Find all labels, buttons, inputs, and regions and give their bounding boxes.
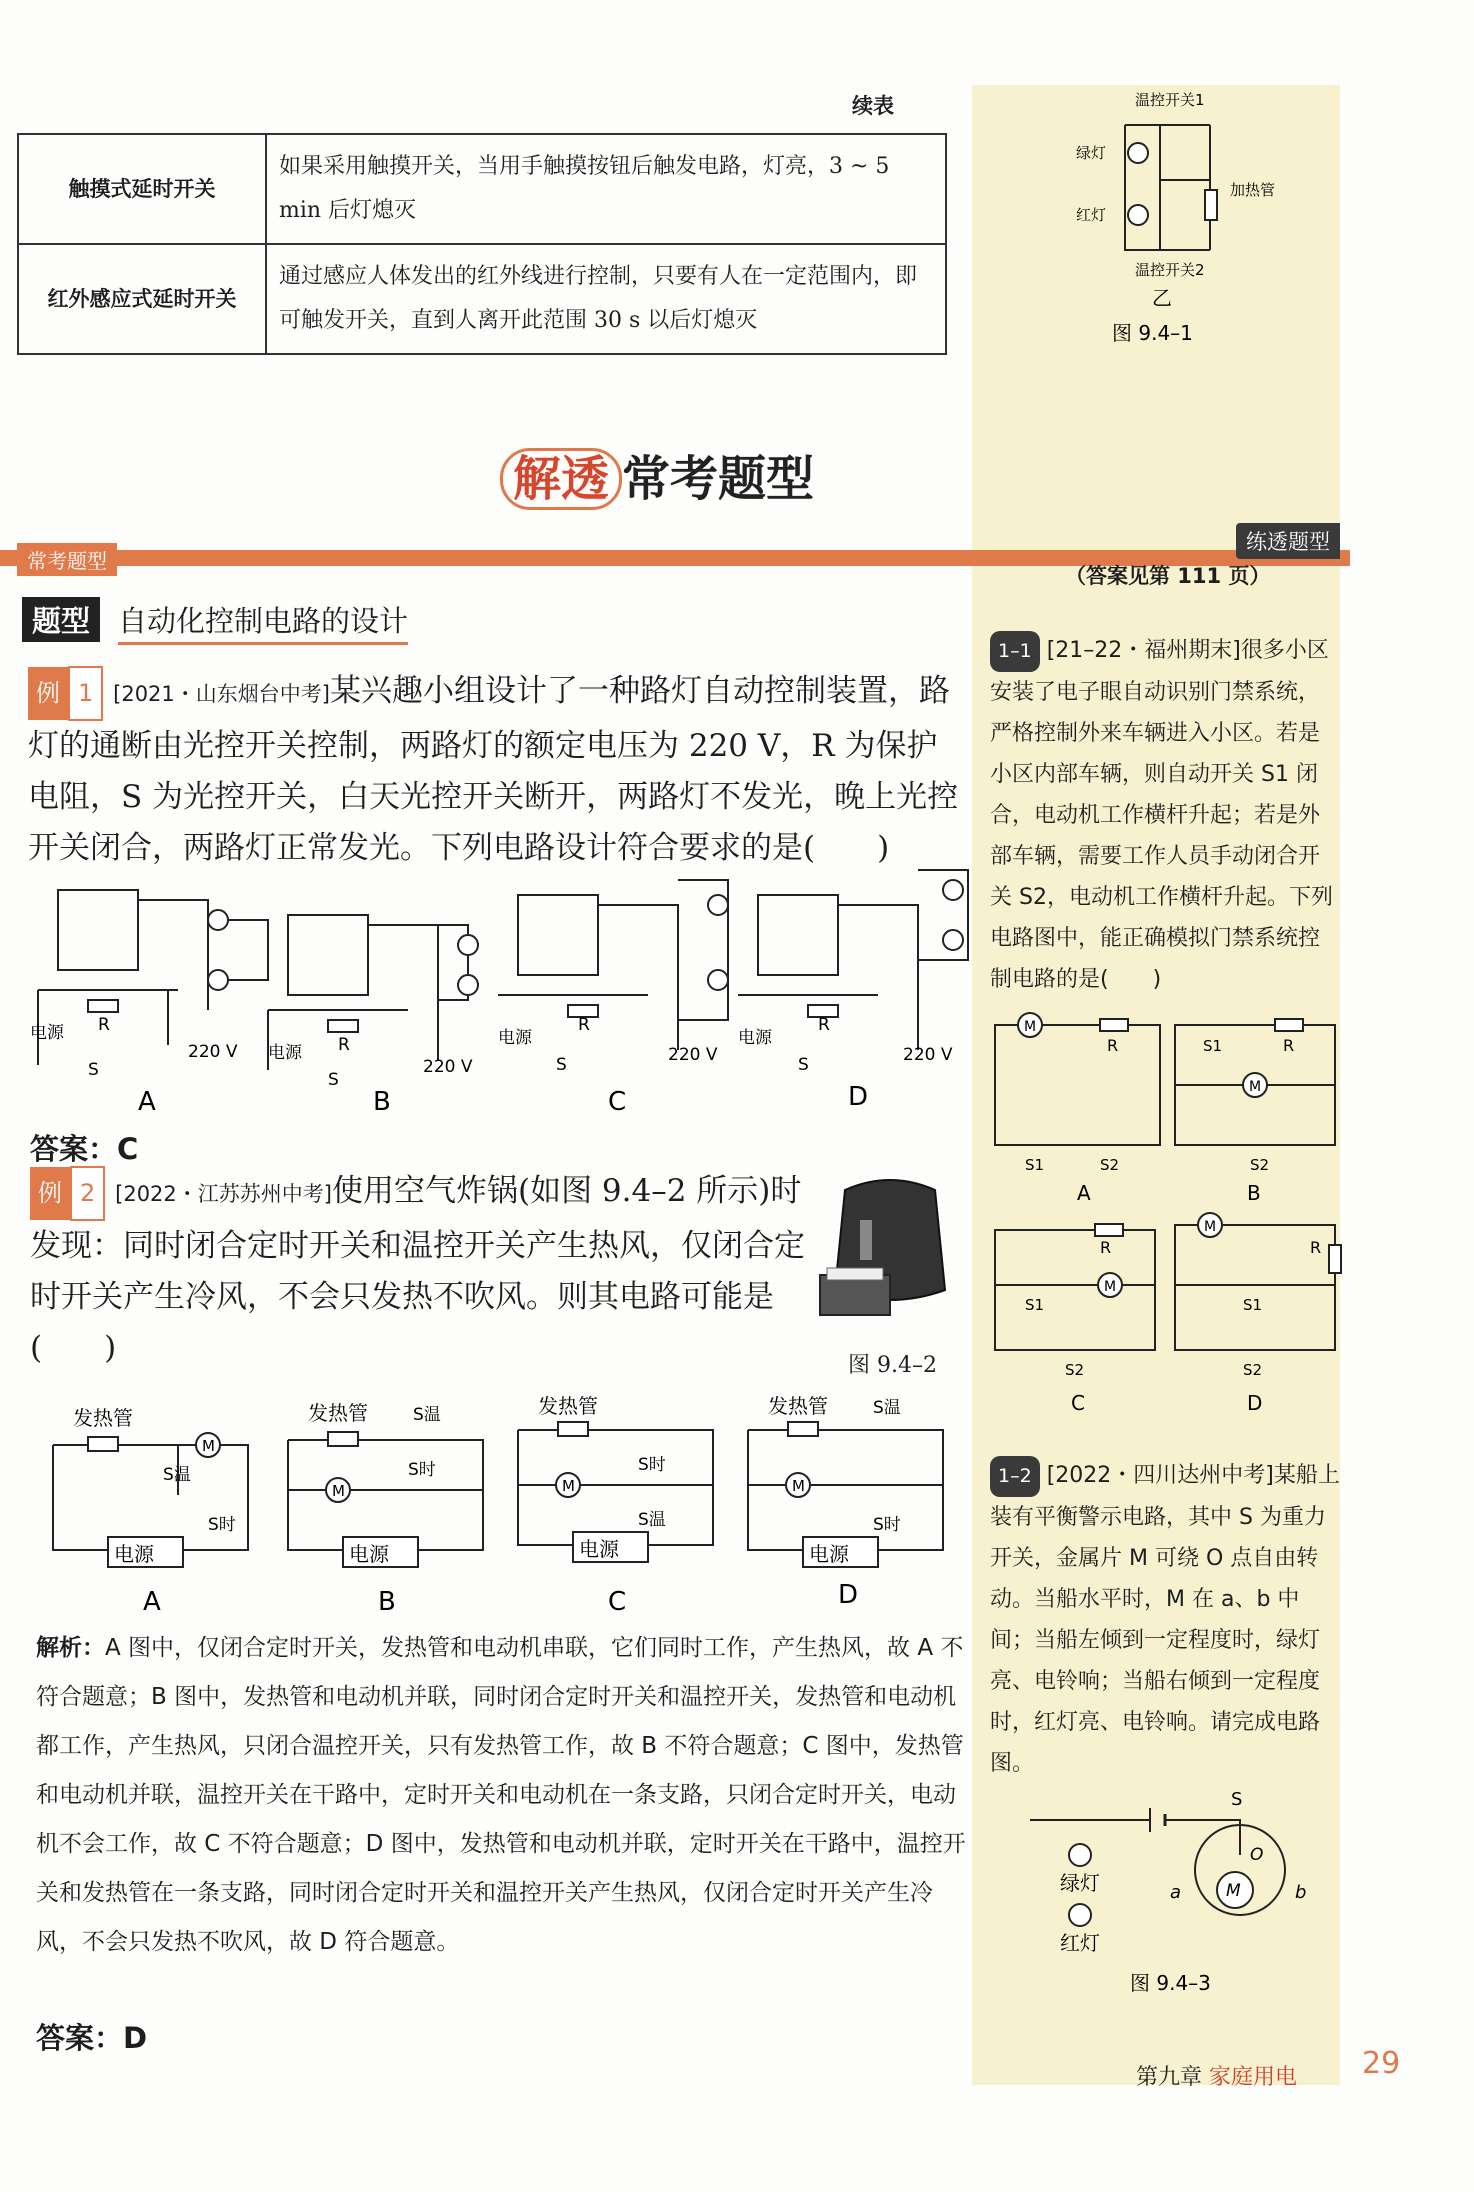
page-footer: [1136, 2060, 1297, 2091]
topic-header: [22, 597, 408, 645]
table-key: 红外感应式延时开关: [18, 244, 266, 354]
example-text: 使用空气炸锅(如图 9.4–2 所示)时发现：同时闭合定时开关和温控开关产生热风，仅闭合定时开关产生冷风，不会只发热不吹风。则其电路可能是( ): [30, 1173, 805, 1366]
fig-sub-label: 乙: [1152, 286, 1172, 310]
figure-9-4-3: [1010, 1790, 1330, 2010]
example-1: [28, 666, 968, 874]
example-2: [30, 1166, 830, 1374]
svg-text:S2: S2: [1065, 1361, 1085, 1379]
tag-common-types: 常考题型: [17, 543, 117, 576]
svg-text:发热管: 发热管: [538, 1394, 598, 1418]
example-2-analysis: [36, 1624, 966, 1967]
svg-text:图 9.4–3: 图 9.4–3: [1130, 1971, 1211, 1995]
svg-text:M: M: [562, 1477, 575, 1495]
svg-text:电源: 电源: [349, 1542, 389, 1566]
svg-text:R: R: [98, 1015, 110, 1035]
svg-text:S2: S2: [1250, 1156, 1270, 1174]
svg-text:电源: 电源: [809, 1542, 849, 1566]
svg-text:S2: S2: [1100, 1156, 1120, 1174]
example-source: [2022・江苏苏州中考]: [115, 1182, 332, 1206]
svg-text:S时: S时: [208, 1515, 236, 1535]
svg-text:S温: S温: [413, 1405, 441, 1425]
svg-text:S温: S温: [638, 1510, 666, 1530]
circuit-option-c: [498, 880, 728, 1117]
svg-text:S1: S1: [1243, 1296, 1263, 1314]
fig-caption: 图 9.4–1: [1112, 321, 1193, 345]
svg-text:D: D: [848, 1082, 869, 1112]
svg-text:发热管: 发热管: [73, 1406, 133, 1430]
circuit-option-b: [1175, 1019, 1335, 1205]
svg-text:发热管: 发热管: [308, 1401, 368, 1425]
svg-text:B: B: [378, 1587, 396, 1615]
banner-highlight: 解透: [500, 448, 622, 510]
question-source: [2022・四川达州中考]: [1046, 1463, 1274, 1488]
svg-text:R: R: [578, 1015, 590, 1035]
example-2-circuits: [28, 1385, 978, 1615]
example-source: [2021・山东烟台中考]: [113, 682, 330, 706]
circuit-option-a: [995, 1013, 1160, 1205]
svg-text:S: S: [1231, 1790, 1243, 1810]
svg-text:电源: 电源: [498, 1028, 532, 1048]
question-source: [21–22・福州期末]: [1046, 638, 1241, 663]
svg-text:220 V: 220 V: [903, 1045, 953, 1065]
svg-text:M: M: [1226, 1881, 1241, 1901]
svg-text:电源: 电源: [579, 1537, 619, 1561]
air-fryer-image: [815, 1170, 965, 1330]
svg-text:S1: S1: [1203, 1037, 1223, 1055]
svg-text:S时: S时: [873, 1515, 901, 1535]
table-row: [18, 134, 946, 244]
svg-text:C: C: [1071, 1391, 1085, 1415]
section-banner: [500, 440, 814, 509]
question-tag: 1–2: [990, 1456, 1040, 1497]
topic-tag: 题型: [22, 597, 100, 642]
svg-text:a: a: [1170, 1882, 1182, 1903]
question-1-1-circuits: [985, 1005, 1345, 1425]
question-1-1: [990, 630, 1340, 1000]
svg-text:A: A: [1077, 1181, 1091, 1205]
svg-text:R: R: [818, 1015, 830, 1035]
svg-text:S: S: [328, 1070, 339, 1090]
footer-chapter: 第九章: [1136, 2065, 1203, 2090]
circuit-option-b: [268, 915, 478, 1117]
example-number: 2: [70, 1166, 105, 1221]
svg-text:R: R: [338, 1035, 350, 1055]
table-value: 通过感应人体发出的红外线进行控制，只要有人在一定范围内，即可触发开关，直到人离开此范围 30 s 以后灯熄灭: [266, 244, 946, 354]
circuit-option-a: [53, 1406, 248, 1615]
analysis-text: A 图中，仅闭合定时开关，发热管和电动机串联，它们同时工作，产生热风，故 A 不符合题意；B 图中，发热管和电动机并联，同时闭合定时开关和温控开关，发热管和电动机都工作，产生热风，只闭合温控开关，只有发热管工作，故 B 不符合题意；C 图中，发热管和电动机并联，温控开关在干路中，定时开关和电动机在一条支路，只闭合定时开关，电动机不会工作，故 C 不符合题意；D 图中，发热管和电动机并联，定时开关在干路中，温控开关和发热管在一条支路，同时闭合定时开关和温控开关产生热风，仅闭合定时开关产生冷风，不会只发热不吹风，故 D 符合题意。: [36, 1635, 966, 1955]
switch-table: [17, 133, 947, 355]
svg-text:S1: S1: [1025, 1296, 1045, 1314]
page-number: 29: [1362, 2046, 1401, 2081]
circuit-option-a: [30, 890, 268, 1117]
fig-label-green: 绿灯: [1076, 144, 1107, 162]
svg-text:R: R: [1107, 1036, 1119, 1055]
svg-text:220 V: 220 V: [423, 1057, 473, 1077]
svg-text:A: A: [143, 1587, 161, 1615]
svg-text:M: M: [202, 1437, 215, 1455]
svg-text:C: C: [608, 1587, 627, 1615]
question-tag: 1–1: [990, 631, 1040, 672]
example-text: 某兴趣小组设计了一种路灯自动控制装置，路灯的通断由光控开关控制，两路灯的额定电压为 220 V，R 为保护电阻，S 为光控开关，白天光控开关断开，两路灯不发光，晚上光控开关闭合，两路灯正常发光。下列电路设计符合要求的是( ): [28, 673, 959, 866]
svg-text:M: M: [1104, 1279, 1117, 1295]
example-tag: 例: [28, 667, 68, 720]
svg-text:R: R: [1283, 1036, 1295, 1055]
svg-text:b: b: [1295, 1882, 1307, 1903]
svg-text:220 V: 220 V: [668, 1045, 718, 1065]
circuit-option-d: [738, 870, 968, 1112]
table-value: 如果采用触摸开关，当用手触摸按钮后触发电路，灯亮，3 ~ 5 min 后灯熄灭: [266, 134, 946, 244]
circuit-option-d: [1175, 1213, 1341, 1415]
svg-text:220 V: 220 V: [188, 1042, 238, 1062]
circuit-option-b: [288, 1401, 483, 1615]
topic-title: 自动化控制电路的设计: [118, 599, 408, 645]
svg-text:M: M: [792, 1477, 805, 1495]
circuit-option-d: [748, 1394, 943, 1610]
svg-text:D: D: [1247, 1391, 1263, 1415]
svg-text:电源: 电源: [30, 1023, 64, 1043]
svg-text:A: A: [138, 1087, 156, 1117]
example-number: 1: [68, 666, 103, 721]
banner-rest: 常考题型: [622, 451, 815, 507]
svg-text:M: M: [332, 1482, 345, 1500]
svg-text:S: S: [88, 1060, 99, 1080]
fig-label-heater: 加热管: [1230, 181, 1276, 199]
svg-text:绿灯: 绿灯: [1060, 1871, 1100, 1895]
answer-ref: （答案见第 111 页）: [1065, 564, 1271, 588]
svg-text:发热管: 发热管: [768, 1394, 828, 1418]
circuit-option-c: [995, 1224, 1155, 1415]
svg-text:电源: 电源: [738, 1028, 772, 1048]
question-text: 某船上装有平衡警示电路，其中 S 为重力开关，金属片 M 可绕 O 点自由转动。当船水平时，M 在 a、b 中间；当船左倾到一定程度时，绿灯亮、电铃响；当船右倾到一定程度时，红灯亮、电铃响。请完成电路图。: [990, 1463, 1340, 1776]
svg-text:S温: S温: [873, 1398, 901, 1418]
svg-text:M: M: [1249, 1079, 1262, 1095]
example-1-circuits: [28, 860, 978, 1120]
fig-label-switch1: 温控开关1: [1135, 91, 1205, 109]
svg-text:S温: S温: [163, 1465, 191, 1485]
svg-text:红灯: 红灯: [1060, 1931, 1100, 1955]
svg-text:S: S: [798, 1055, 809, 1075]
svg-text:M: M: [1204, 1219, 1217, 1235]
fig-label-switch2: 温控开关2: [1135, 261, 1205, 279]
example-1-answer: 答案：C: [30, 1132, 139, 1166]
circuit-option-c: [518, 1394, 713, 1615]
svg-text:B: B: [1247, 1181, 1261, 1205]
svg-text:S1: S1: [1025, 1156, 1045, 1174]
svg-text:B: B: [373, 1087, 391, 1117]
svg-text:D: D: [838, 1580, 859, 1610]
svg-text:R: R: [1310, 1238, 1322, 1257]
svg-text:M: M: [1024, 1019, 1037, 1035]
svg-text:电源: 电源: [114, 1542, 154, 1566]
svg-text:R: R: [1100, 1238, 1112, 1257]
example-tag: 例: [30, 1167, 70, 1220]
svg-text:S: S: [556, 1055, 567, 1075]
tag-practice: 练透题型: [1236, 523, 1340, 559]
question-1-2: [990, 1455, 1340, 1784]
analysis-label: 解析：: [36, 1635, 105, 1661]
svg-text:S时: S时: [408, 1460, 436, 1480]
svg-text:S2: S2: [1243, 1361, 1263, 1379]
figure-9-4-1: [1050, 85, 1290, 355]
svg-text:C: C: [608, 1087, 627, 1117]
footer-title: 家庭用电: [1209, 2065, 1298, 2090]
figure-9-4-2-caption: 图 9.4–2: [848, 1353, 937, 1378]
fig-label-red: 红灯: [1076, 206, 1107, 224]
svg-text:电源: 电源: [268, 1043, 302, 1063]
question-text: 很多小区安装了电子眼自动识别门禁系统，严格控制外来车辆进入小区。若是小区内部车辆，则自动开关 S1 闭合，电动机工作横杆升起；若是外部车辆，需要工作人员手动闭合开关 S2，电动机工作横杆升起。下列电路图中，能正确模拟门禁系统控制电路的是( ): [990, 638, 1333, 992]
svg-text:O: O: [1250, 1845, 1264, 1865]
table-continued-label: 续表: [852, 93, 894, 118]
table-row: [18, 244, 946, 354]
example-2-answer: 答案：D: [36, 2021, 148, 2055]
svg-text:S时: S时: [638, 1455, 666, 1475]
table-key: 触摸式延时开关: [18, 134, 266, 244]
